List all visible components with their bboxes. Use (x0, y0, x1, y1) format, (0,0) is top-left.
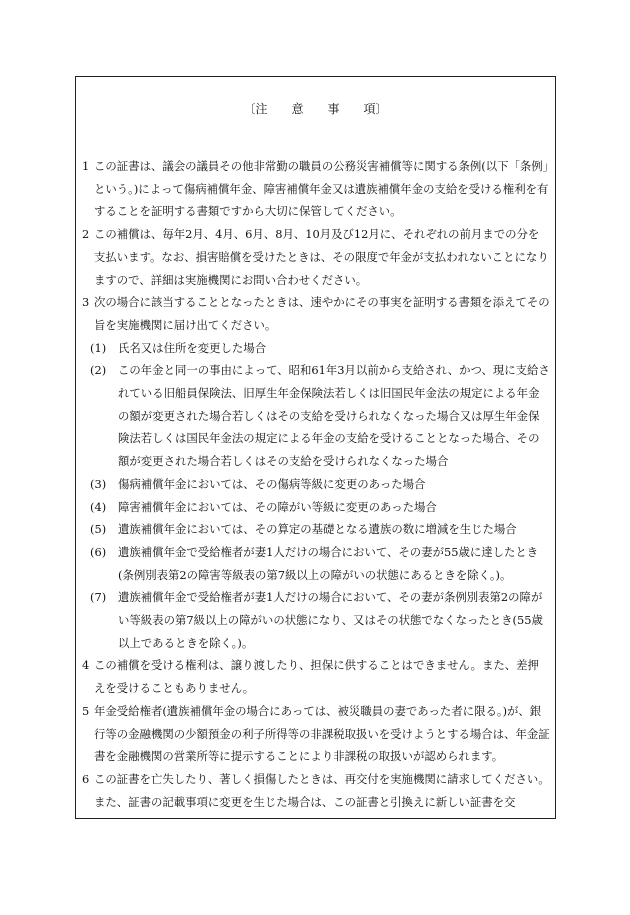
subitem-text: 遺族補償年金においては、その算定の基礎となる遺族の数に増減を生じた場合 (118, 522, 517, 537)
notice-subitem-7 (82, 586, 550, 654)
subitem-text: 遺族補償年金で受給権者が妻1人だけの場合において、その妻が55歳に達したとき(条例別表第2の障害等級表の第7級以上の障がいの状態にあるときを除く。)。 (118, 544, 539, 582)
item-text: この証書は、議会の議員その他非常勤の職員の公務災害補償等に関する条例(以下「条例」という。)によって傷病補償年金、障害補償年金又は遺族補償年金の支給を受ける権利を有することを証明する書類ですから大切に保管してください。 (94, 159, 549, 219)
item-text: この補償は、毎年2月、4月、6月、8月、10月及び12月に、それぞれの前月までの分を支払います。なお、損害賠償を受けたときは、その限度で年金が支払われないことになりますので、詳細は実施機関にお問い合わせください。 (94, 227, 549, 287)
notice-frame (75, 76, 556, 819)
notice-item-6 (82, 768, 550, 813)
item-number: 5 (82, 703, 90, 718)
item-number: 6 (82, 771, 90, 786)
item-text: この補償を受ける権利は、譲り渡したり、担保に供することはできません。また、差押えを受けることもありません。 (94, 658, 539, 696)
subitem-text: 氏名又は住所を変更した場合 (118, 340, 267, 355)
item-number: 4 (82, 658, 90, 673)
notice-item-1 (82, 155, 550, 223)
subitem-number: (7) (90, 590, 107, 605)
subitem-text: 遺族補償年金で受給権者が妻1人だけの場合において、その妻が条例別表第2の障がい等級表の第7級以上の障がいの状態になり、又はその状態でなくなったとき(55歳以上であるときを除く。)。 (118, 590, 543, 650)
subitem-number: (1) (90, 340, 107, 355)
notice-subitem-5 (82, 518, 550, 541)
notice-item-5 (82, 700, 550, 768)
notice-item-3 (82, 291, 550, 336)
notice-subitem-2 (82, 359, 550, 473)
item-text: 年金受給権者(遺族補償年金の場合にあっては、被災職員の妻であった者に限る。)が、銀行等の金融機関の少額預金の利子所得等の非課税取扱いを受けようとする場合は、年金証書を金融機関の営業所等に提示することにより非課税の取扱いが認められます。 (94, 703, 550, 764)
item-number: 1 (82, 159, 90, 173)
subitem-text: この年金と同一の事由によって、昭和61年3月以前から支給され、かつ、現に支給されている旧船員保険法、旧厚生年金保険法若しくは旧国民年金法の規定による年金の額が変更された場合若しくはその支給を受けられなくなった場合又は厚生年金保険法若しくは国民年金法の規定による年金の支給を受けることとなった場合、その額が変更された場合若しくはその支給を受けられなくなった場合 (118, 363, 550, 469)
subitem-text: 傷病補償年金においては、その傷病等級に変更のあった場合 (118, 476, 426, 491)
subitem-number: (4) (90, 499, 107, 514)
subitem-number: (2) (90, 363, 107, 378)
notice-subitem-6 (82, 541, 550, 586)
subitem-number: (6) (90, 544, 107, 559)
subitem-number: (5) (90, 522, 107, 537)
item-text: この証書を亡失したり、著しく損傷したときは、再交付を実施機関に請求してください。また、証書の記載事項に変更を生じた場合は、この証書と引換えに新しい証書を交 (94, 771, 550, 809)
subitem-text: 障害補償年金においては、その障がい等級に変更のあった場合 (118, 499, 437, 514)
notice-subitem-4 (82, 496, 550, 519)
notice-item-2 (82, 223, 550, 291)
item-text: 次の場合に該当することとなったときは、速やかにその事実を証明する書類を添えてその旨を実施機関に届け出てください。 (94, 295, 550, 332)
notice-item-4 (82, 654, 550, 699)
subitem-number: (3) (90, 476, 107, 491)
notice-body (82, 155, 550, 813)
item-number: 3 (82, 295, 90, 310)
notice-subitem-1 (82, 337, 550, 360)
notice-heading: 〔注 意 事 項〕 (243, 102, 388, 116)
notice-subitem-3 (82, 473, 550, 496)
item-number: 2 (82, 227, 90, 242)
